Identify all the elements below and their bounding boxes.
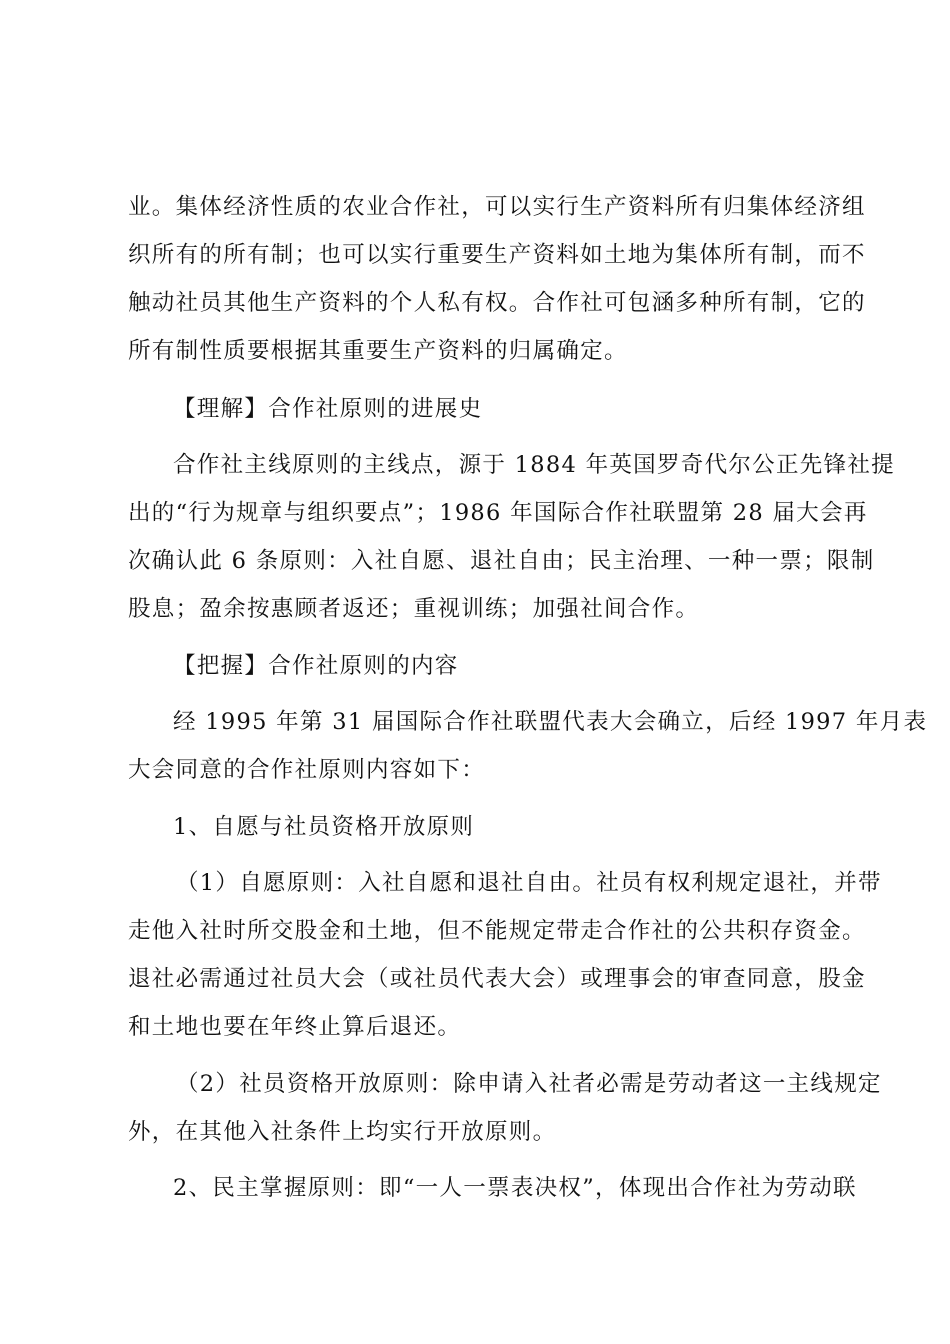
paragraph-line: 退社必需通过社员大会（或社员代表大会）或理事会的审查同意，股金 [128, 966, 866, 992]
paragraph-line: 走他入社时所交股金和土地，但不能规定带走合作社的公共积存资金。 [128, 918, 866, 944]
paragraph-line: 股息；盈余按惠顾者返还；重视训练；加强社间合作。 [128, 596, 700, 622]
paragraph-line: 合作社主线原则的主线点，源于 1884 年英国罗奇代尔公正先锋社提 [173, 452, 895, 478]
paragraph-line: 经 1995 年第 31 届国际合作社联盟代表大会确立，后经 1997 年月表 [173, 709, 928, 735]
paragraph-line: 次确认此 6 条原则：入社自愿、退社自由；民主治理、一种一票；限制 [128, 548, 875, 574]
paragraph-line: 外，在其他入社条件上均实行开放原则。 [128, 1119, 557, 1145]
paragraph-line: 大会同意的合作社原则内容如下： [128, 757, 486, 783]
section-heading-mastery: 【把握】合作社原则的内容 [173, 653, 459, 679]
paragraph-line: 所有制性质要根据其重要生产资料的归属确定。 [128, 338, 628, 364]
paragraph-line: 触动社员其他生产资料的个人私有权。合作社可包涵多种所有制，它的 [128, 290, 866, 316]
paragraph-line: 织所有的所有制；也可以实行重要生产资料如土地为集体所有制，而不 [128, 242, 866, 268]
paragraph-line: 出的“行为规章与组织要点”；1986 年国际合作社联盟第 28 届大会再 [128, 500, 868, 526]
paragraph-line: （2）社员资格开放原则：除申请入社者必需是劳动者这一主线规定 [176, 1071, 882, 1097]
paragraph-line: （1）自愿原则：入社自愿和退社自由。社员有权利规定退社，并带 [176, 870, 882, 896]
paragraph-line: 业。集体经济性质的农业合作社，可以实行生产资料所有归集体经济组 [128, 194, 866, 220]
section-heading-understanding: 【理解】合作社原则的进展史 [173, 396, 483, 422]
paragraph-line: 和土地也要在年终止算后退还。 [128, 1014, 462, 1040]
list-item-heading: 2、民主掌握原则：即“一人一票表决权”，体现出合作社为劳动联 [173, 1175, 857, 1201]
list-item-heading: 1、自愿与社员资格开放原则 [173, 814, 475, 840]
